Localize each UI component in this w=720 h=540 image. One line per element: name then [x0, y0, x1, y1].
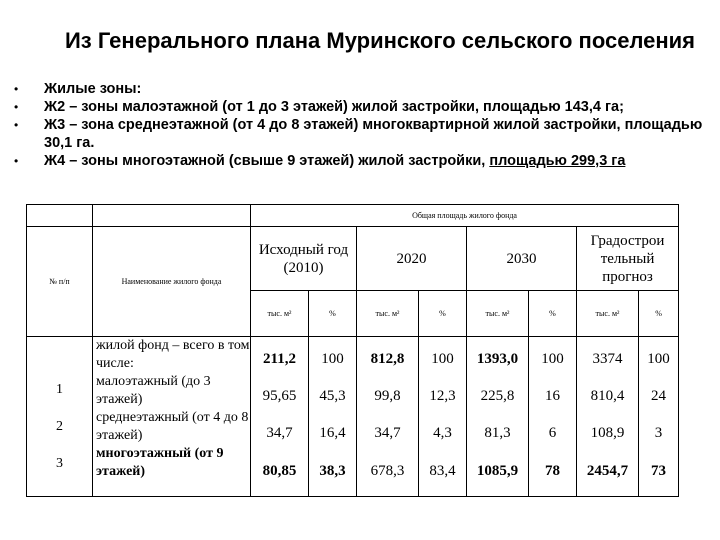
- cell: 38,3: [319, 462, 346, 479]
- col-2030-area: [467, 337, 529, 497]
- bullet-list: [12, 80, 712, 170]
- cell: 812,8: [370, 351, 405, 367]
- bullet-item: [12, 98, 712, 116]
- header-2020: 2020: [357, 227, 467, 291]
- cell: 678,3: [370, 462, 405, 479]
- cell: 1085,9: [476, 462, 519, 479]
- slide-title: Из Генерального плана Муринского сельского поселения: [64, 28, 696, 53]
- unit-area: тыс. м²: [357, 291, 419, 337]
- row-name: жилой фонд – всего в том числе:: [96, 338, 250, 371]
- cell: 34,7: [374, 425, 401, 442]
- bullet-dot-icon: •: [14, 82, 19, 96]
- bullet-text: Жилые зоны:: [44, 81, 142, 97]
- cell: 81,3: [484, 425, 511, 442]
- cell: 34,7: [266, 425, 293, 442]
- bullet-dot-icon: •: [14, 154, 19, 168]
- row-number: 1: [56, 382, 63, 397]
- unit-pct: %: [639, 291, 679, 337]
- cell: 1393,0: [476, 351, 519, 367]
- cell: 73: [651, 462, 667, 479]
- cell: 4,3: [433, 425, 452, 442]
- row-name: многоэтажный (от 9 этажей): [96, 446, 224, 479]
- col-2010-pct: [309, 337, 357, 497]
- unit-area: тыс. м²: [467, 291, 529, 337]
- housing-table: [26, 204, 679, 497]
- col-2020-pct: [419, 337, 467, 497]
- bullet-underlined-area: площадью 299,3 га: [489, 153, 626, 169]
- cell: 3374: [592, 351, 623, 367]
- header-forecast: Градострои тельный прогноз: [577, 227, 679, 291]
- row-number: 2: [56, 419, 63, 434]
- cell: 810,4: [590, 388, 625, 405]
- housing-table-wrap: [26, 204, 678, 497]
- cell: 3: [654, 425, 663, 442]
- cell: 12,3: [429, 388, 456, 405]
- unit-pct: %: [529, 291, 577, 337]
- cell: 100: [541, 351, 564, 367]
- col-2020-area: [357, 337, 419, 497]
- row-numbers-cell: [27, 337, 93, 497]
- bullet-dot-icon: •: [14, 100, 19, 114]
- cell: 16: [545, 388, 560, 405]
- cell: 80,85: [262, 462, 297, 479]
- row-name: малоэтажный (до 3 этажей): [96, 374, 211, 407]
- bullet-item: [12, 80, 712, 98]
- cell: 225,8: [480, 388, 515, 405]
- unit-pct: %: [419, 291, 467, 337]
- col-2010-area: [251, 337, 309, 497]
- cell: 16,4: [319, 425, 346, 442]
- col-forecast-area: [577, 337, 639, 497]
- bullet-text: Ж2 – зоны малоэтажной (от 1 до 3 этажей) жилой застройки, площадью 143,4 га;: [44, 99, 624, 115]
- cell: 100: [321, 351, 344, 367]
- bullet-text: Ж4 – зоны многоэтажной (свыше 9 этажей) жилой застройки,: [44, 153, 486, 169]
- cell: 83,4: [429, 462, 456, 479]
- cell: 100: [647, 351, 670, 367]
- cell: 100: [431, 351, 454, 367]
- cell: 211,2: [263, 351, 296, 367]
- cell: 95,65: [262, 388, 297, 405]
- unit-pct: %: [309, 291, 357, 337]
- bullet-dot-icon: •: [14, 118, 19, 132]
- table-caption: Общая площадь жилого фонда: [251, 205, 679, 227]
- bullet-item: [12, 116, 712, 152]
- row-names-cell: [93, 337, 251, 497]
- cell: 2454,7: [586, 462, 629, 479]
- cell: 78: [545, 462, 560, 479]
- col-2030-pct: [529, 337, 577, 497]
- cell: 24: [651, 388, 667, 405]
- col-forecast-pct: [639, 337, 679, 497]
- bullet-item: [12, 152, 712, 170]
- unit-area: тыс. м²: [577, 291, 639, 337]
- bullet-text: Ж3 – зона среднеэтажной (от 4 до 8 этажей) многоквартирной жилой застройки, площадью 30,1 га.: [44, 117, 703, 151]
- cell: 99,8: [374, 388, 401, 405]
- cell: 108,9: [590, 425, 625, 442]
- header-name: Наименование жилого фонда: [93, 227, 251, 337]
- bullet-text-wrapper: [44, 152, 712, 170]
- row-number: 3: [56, 456, 63, 471]
- cell: 45,3: [319, 388, 346, 405]
- row-name: среднеэтажный (от 4 до 8 этажей): [96, 410, 249, 443]
- header-num: № п/п: [27, 227, 93, 337]
- header-2030: 2030: [467, 227, 577, 291]
- cell: 6: [548, 425, 557, 442]
- unit-area: тыс. м²: [251, 291, 309, 337]
- header-2010: Исходный год (2010): [251, 227, 357, 291]
